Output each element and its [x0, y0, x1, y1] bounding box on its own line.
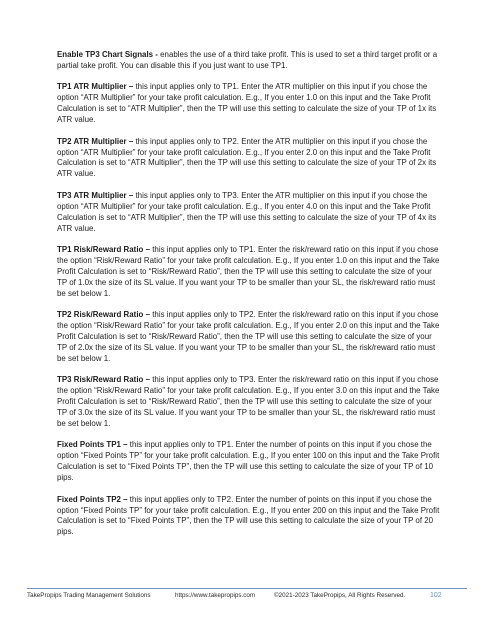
paragraph-body: this input applies only to TP1. Enter the ATR multiplier on this input if you chose the option “ATR Multiplier” for your take profit calculation. E.g., If you enter 1.0 on this input and the Take Profit Calculation is set to “ATR Multiplier”, then the TP will use this setting to calculate the size of your TP of 1x its ATR value. [57, 82, 437, 125]
footer-url-link[interactable]: https://www.takepropips.com [175, 592, 256, 599]
paragraph-body: this input applies only to TP2. Enter the ATR multiplier on this input if you chose the option “ATR Multiplier” for your take profit calculation. E.g., If you enter 2.0 on this input and the Take Profit Calculation is set to “ATR Multiplier”, then the TP will use this setting to calculate the size of your TP of 2x its ATR value. [57, 136, 437, 179]
paragraph-fixed-tp1 [57, 440, 441, 484]
paragraph-title: TP2 ATR Multiplier – [57, 136, 134, 146]
paragraph-body: this input applies only to TP3. Enter the risk/reward ratio on this input if you chose the option “Risk/Reward Ratio” for your take profit calculation. E.g., If you enter 3.0 on this input and the Take Profit Calculation is set to “Risk/Reward Ratio”, then the TP will use this setting to calculate the size of your TP of 3.0x the size of its SL value. If you want your TP to be smaller than your SL, the risk/reward ratio must be set below 1. [57, 375, 440, 428]
paragraph-body: this input applies only to TP2. Enter the risk/reward ratio on this input if you chose the option “Risk/Reward Ratio” for your take profit calculation. E.g., If you enter 2.0 on this input and the Take Profit Calculation is set to “Risk/Reward Ratio”, then the TP will use this setting to calculate the size of your TP of 2.0x the size of its SL value. If you want your TP to be smaller than your SL, the risk/reward ratio must be set below 1. [57, 310, 440, 363]
paragraph-tp3-rr [57, 375, 441, 430]
paragraph-fixed-tp2 [57, 495, 441, 539]
paragraph-tp1-rr [57, 245, 441, 300]
paragraph-body: enables the use of a third take profit. This is used to set a third target profit or a partial take profit. You can disable this if you just want to use TP1. [57, 50, 438, 70]
page-footer [27, 588, 467, 599]
paragraph-tp3-atr [57, 191, 441, 235]
page-number: 102 [430, 592, 442, 599]
paragraph-title: TP1 ATR Multiplier – [57, 82, 134, 92]
paragraph-title: Fixed Points TP2 – [57, 494, 128, 504]
paragraph-body: this input applies only to TP3. Enter the ATR multiplier on this input if you chose the option “ATR Multiplier” for your take profit calculation. E.g., If you enter 4.0 on this input and the Take Profit Calculation is set to “ATR Multiplier”, then the TP will use this setting to calculate the size of your TP of 4x its ATR value. [57, 190, 437, 233]
paragraph-title: Fixed Points TP1 – [57, 440, 128, 450]
paragraph-title: Enable TP3 Chart Signals - [57, 50, 158, 59]
paragraph-title: TP1 Risk/Reward Ratio – [57, 245, 150, 255]
footer-copyright: ©2021-2023 TakePropips, All Rights Reserved. [274, 592, 406, 599]
paragraph-body: this input applies only to TP2. Enter the number of points on this input if you chose the option “Fixed Points TP” for your take profit calculation. E.g., If you enter 200 on this input and the Take Profit Calculation is set to “Fixed Points TP”, then the TP will use this setting to calculate the size of your TP of 20 pips. [57, 494, 440, 537]
paragraph-tp1-atr [57, 82, 441, 126]
paragraph-title: TP2 Risk/Reward Ratio – [57, 310, 150, 320]
paragraph-tp2-rr [57, 310, 441, 365]
footer-company: TakePropips Trading Management Solutions [27, 592, 151, 599]
page-content [57, 50, 441, 549]
paragraph-enable-tp3 [57, 50, 441, 72]
paragraph-title: TP3 ATR Multiplier – [57, 190, 134, 200]
paragraph-title: TP3 Risk/Reward Ratio – [57, 375, 150, 385]
paragraph-body: this input applies only to TP1. Enter the number of points on this input if you chose the option “Fixed Points TP” for your take profit calculation. E.g., If you enter 100 on this input and the Take Profit Calculation is set to “Fixed Points TP”, then the TP will use this setting to calculate the size of your TP of 10 pips. [57, 440, 440, 483]
paragraph-tp2-atr [57, 137, 441, 181]
paragraph-body: this input applies only to TP1. Enter the risk/reward ratio on this input if you chose the option “Risk/Reward Ratio” for your take profit calculation. E.g., If you enter 1.0 on this input and the Take Profit Calculation is set to “Risk/Reward Ratio”, then the TP will use this setting to calculate the size of your TP of 1.0x the size of its SL value. If you want your TP to be smaller than your SL, the risk/reward ratio must be set below 1. [57, 245, 440, 298]
